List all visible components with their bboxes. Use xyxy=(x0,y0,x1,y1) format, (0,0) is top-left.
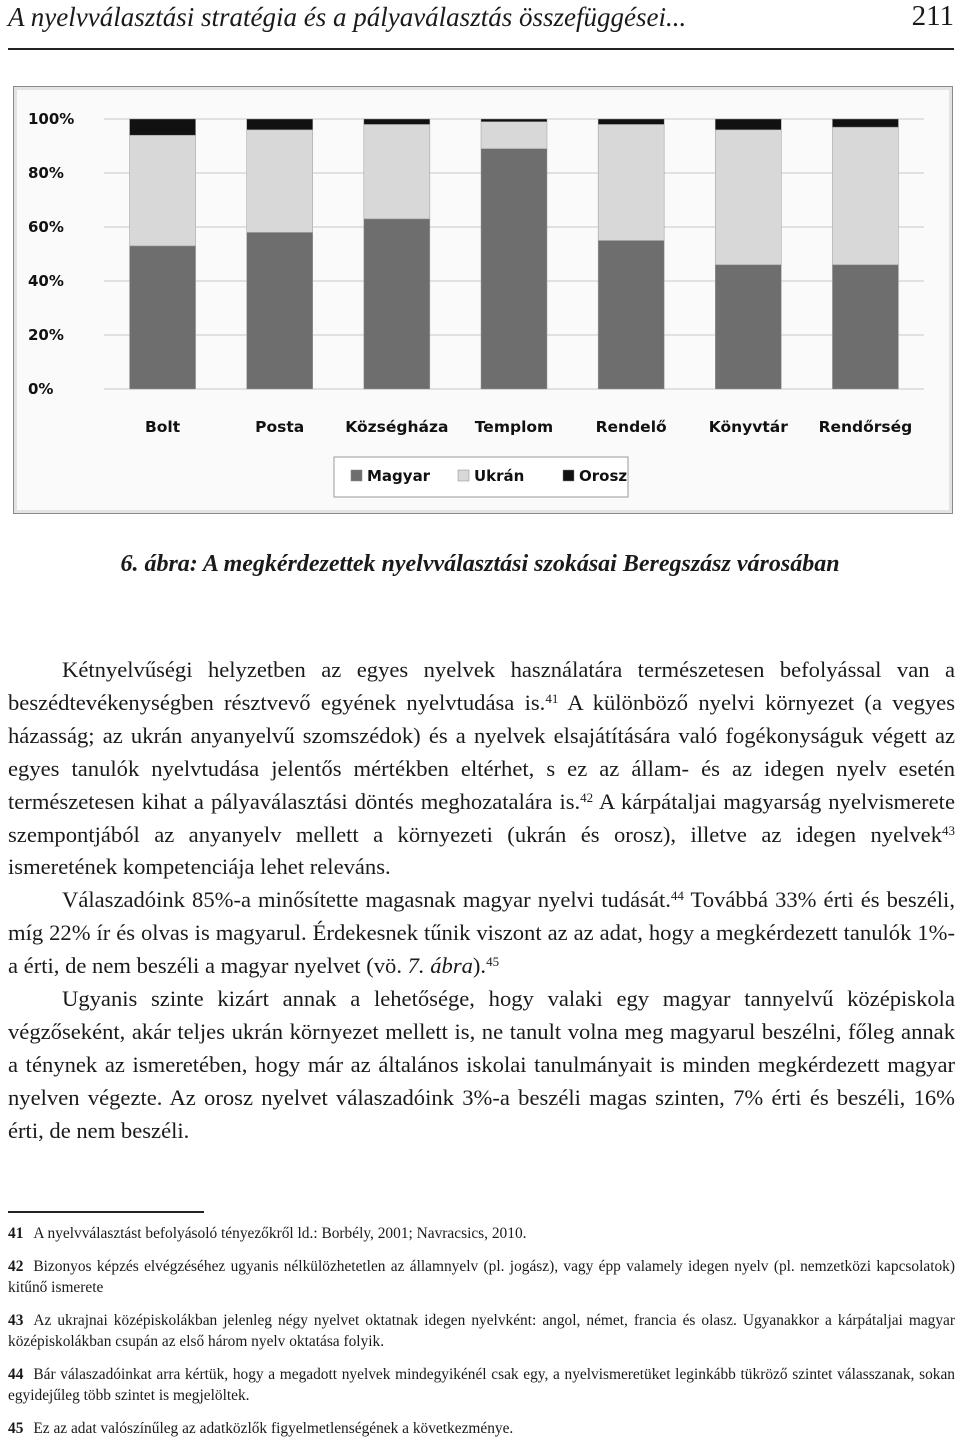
footnote-number: 44 xyxy=(8,1365,24,1383)
body-text xyxy=(8,654,955,1148)
running-title: A nyelvválasztási stratégia és a pályaválasztás összefüggései... xyxy=(8,2,687,32)
footnote-text: Az ukrajnai középiskolákban jelenleg négy nyelvet oktatnak idegen nyelvként: angol, német, francia és olasz. Ugyanakkor a kárpátaljai magyar középiskolákban csupán az első három nyelv oktatása folyik. xyxy=(8,1311,955,1350)
legend-swatch xyxy=(351,470,362,481)
bar-segment xyxy=(715,130,781,265)
bar-segment xyxy=(598,124,664,240)
paragraph-2 xyxy=(8,884,955,983)
running-header xyxy=(8,0,954,48)
y-tick-label: 0% xyxy=(28,380,54,398)
y-tick-label: 20% xyxy=(28,326,64,344)
bar-segment xyxy=(832,119,898,127)
category-label: Rendelő xyxy=(595,418,667,436)
bar-segment xyxy=(832,265,898,389)
bar-segment xyxy=(481,149,547,389)
paragraph-1-part-1: Kétnyelvűségi helyzetben az egyes nyelvek használatára természetesen befolyással van a beszédtevékenységben résztvevő egyének nyelvtudása is. xyxy=(8,657,955,715)
bar-segment xyxy=(364,219,430,389)
category-labels xyxy=(145,418,912,436)
paragraph-2-part-2: Továbbá 33% érti és beszéli, míg 22% ír és olvas is magyarul. Érdekesnek tűnik viszont az az adat, hogy a megkérdezett tanulók 1%-a érti, de nem beszéli a magyar nyelvet (vö. xyxy=(8,887,955,979)
figure-reference: 7. ábra xyxy=(407,953,473,979)
footnote-43 xyxy=(8,1310,955,1353)
footnote-44 xyxy=(8,1364,955,1407)
footnote-text: Bizonyos képzés elvégzéséhez ugyanis nélkülözhetetlen az államnyelv (pl. jogász), vagy épp valamely idegen nyelv (pl. nemzetközi kapcsolatok) kitűnő ismerete xyxy=(8,1257,955,1296)
bar-segment xyxy=(598,241,664,390)
bar-segment xyxy=(715,265,781,389)
bar-segment xyxy=(481,119,547,122)
page-number: 211 xyxy=(911,0,954,32)
paragraph-1-part-4: ismeretének kompetenciája lehet releváns. xyxy=(8,854,391,880)
bar-segment xyxy=(247,232,313,389)
category-label: Bolt xyxy=(144,418,181,436)
category-label: Könyvtár xyxy=(708,418,788,436)
paragraph-1-part-3: A kárpátaljai magyarság nyelvismerete szempontjából az anyanyelv mellett a környezeti (ukrán és orosz), illetve az idegen nyelvek xyxy=(8,788,955,847)
footnote-number: 42 xyxy=(8,1257,24,1275)
bar-segment xyxy=(715,119,781,130)
footnote-number: 45 xyxy=(8,1419,24,1437)
footnote-45 xyxy=(8,1418,955,1440)
legend xyxy=(351,467,627,485)
bar-segment xyxy=(247,130,313,233)
paragraph-1-part-2: A különböző nyelvi környezet (a vegyes házasság; az ukrán anyanyelvű szomszédok) és a nyelvek elsajátítására való fogékonyságuk végett az egyes tanulók nyelvtudása jelentős mértékben eltérhet, s ez az állam- és az idegen nyelv esetén természetesen kihat a pályaválasztási döntés meghozatalára is. xyxy=(8,689,955,814)
legend-label: Magyar xyxy=(367,467,431,485)
bar-segment xyxy=(130,246,196,389)
legend-swatch xyxy=(563,470,574,481)
footnote-text: Ez az adat valószínűleg az adatközlők figyelmetlenségének a következménye. xyxy=(33,1419,514,1437)
bars xyxy=(130,119,899,389)
figure-frame xyxy=(13,86,953,514)
footnote-number: 43 xyxy=(8,1311,24,1329)
footnote-text: A nyelvválasztást befolyásoló tényezőkről ld.: Borbély, 2001; Navracsics, 2010. xyxy=(33,1225,527,1242)
bar-segment xyxy=(247,119,313,130)
footnote-text: Bár válaszadóinkat arra kértük, hogy a megadott nyelvek mindegyikénél csak egy, a nyelvismeretüket leginkább tükröző szintet válasszanak, sokan egyidejűleg több szintet is megjelöltek. xyxy=(8,1365,955,1404)
y-tick-label: 60% xyxy=(28,218,64,236)
bar-segment xyxy=(130,135,196,246)
category-label: Templom xyxy=(474,418,554,436)
footnote-ref-41[interactable]: 41 xyxy=(545,690,559,706)
bar-segment xyxy=(598,119,664,124)
y-tick-label: 80% xyxy=(28,164,64,182)
bar-segment xyxy=(481,122,547,149)
paragraph-2-part-1: Válaszadóink 85%-a minősítette magasnak magyar nyelvi tudását. xyxy=(62,887,671,913)
footnote-ref-45[interactable]: 45 xyxy=(486,954,500,970)
legend-swatch xyxy=(458,470,469,481)
footnote-42 xyxy=(8,1256,955,1299)
paragraph-3: Ugyanis szinte kizárt annak a lehetősége, hogy valaki egy magyar tannyelvű középiskola végzőseként, akár teljes ukrán környezet mellett is, ne tanult volna meg magyarul beszélni, főleg annak a ténynek az ismeretében, hogy már az általános iskolai tanulmányait is minden megkérdezett magyar nyelven végezte. Az orosz nyelvet válaszadóink 3%-a beszéli magas szinten, 7% érti és beszéli, 16% érti, de nem beszéli. xyxy=(8,986,955,1143)
figure-caption: 6. ábra: A megkérdezettek nyelvválasztási szokásai Beregszász városában xyxy=(120,551,840,577)
category-label: Rendőrség xyxy=(818,418,913,436)
legend-label: Orosz xyxy=(579,467,628,485)
stacked-bar-chart xyxy=(14,87,952,513)
bar-segment xyxy=(130,119,196,135)
bar-segment xyxy=(832,127,898,265)
category-label: Községháza xyxy=(345,418,449,436)
footnote-ref-44[interactable]: 44 xyxy=(670,888,684,904)
footnotes xyxy=(8,1223,955,1450)
bar-segment xyxy=(364,119,430,124)
header-rule xyxy=(8,48,954,50)
y-tick-label: 100% xyxy=(28,110,75,128)
footnote-ref-43[interactable]: 43 xyxy=(942,822,955,838)
paragraph-2-part-3: ). xyxy=(472,953,487,979)
y-tick-labels xyxy=(28,110,74,398)
legend-label: Ukrán xyxy=(474,467,525,485)
bar-segment xyxy=(364,124,430,218)
y-tick-label: 40% xyxy=(28,272,64,290)
category-label: Posta xyxy=(255,418,305,436)
footnote-ref-42[interactable]: 42 xyxy=(580,789,594,805)
footnote-number: 41 xyxy=(8,1225,24,1242)
footnote-rule xyxy=(8,1211,204,1213)
paragraph-1 xyxy=(8,654,955,884)
footnote-41 xyxy=(8,1223,955,1245)
